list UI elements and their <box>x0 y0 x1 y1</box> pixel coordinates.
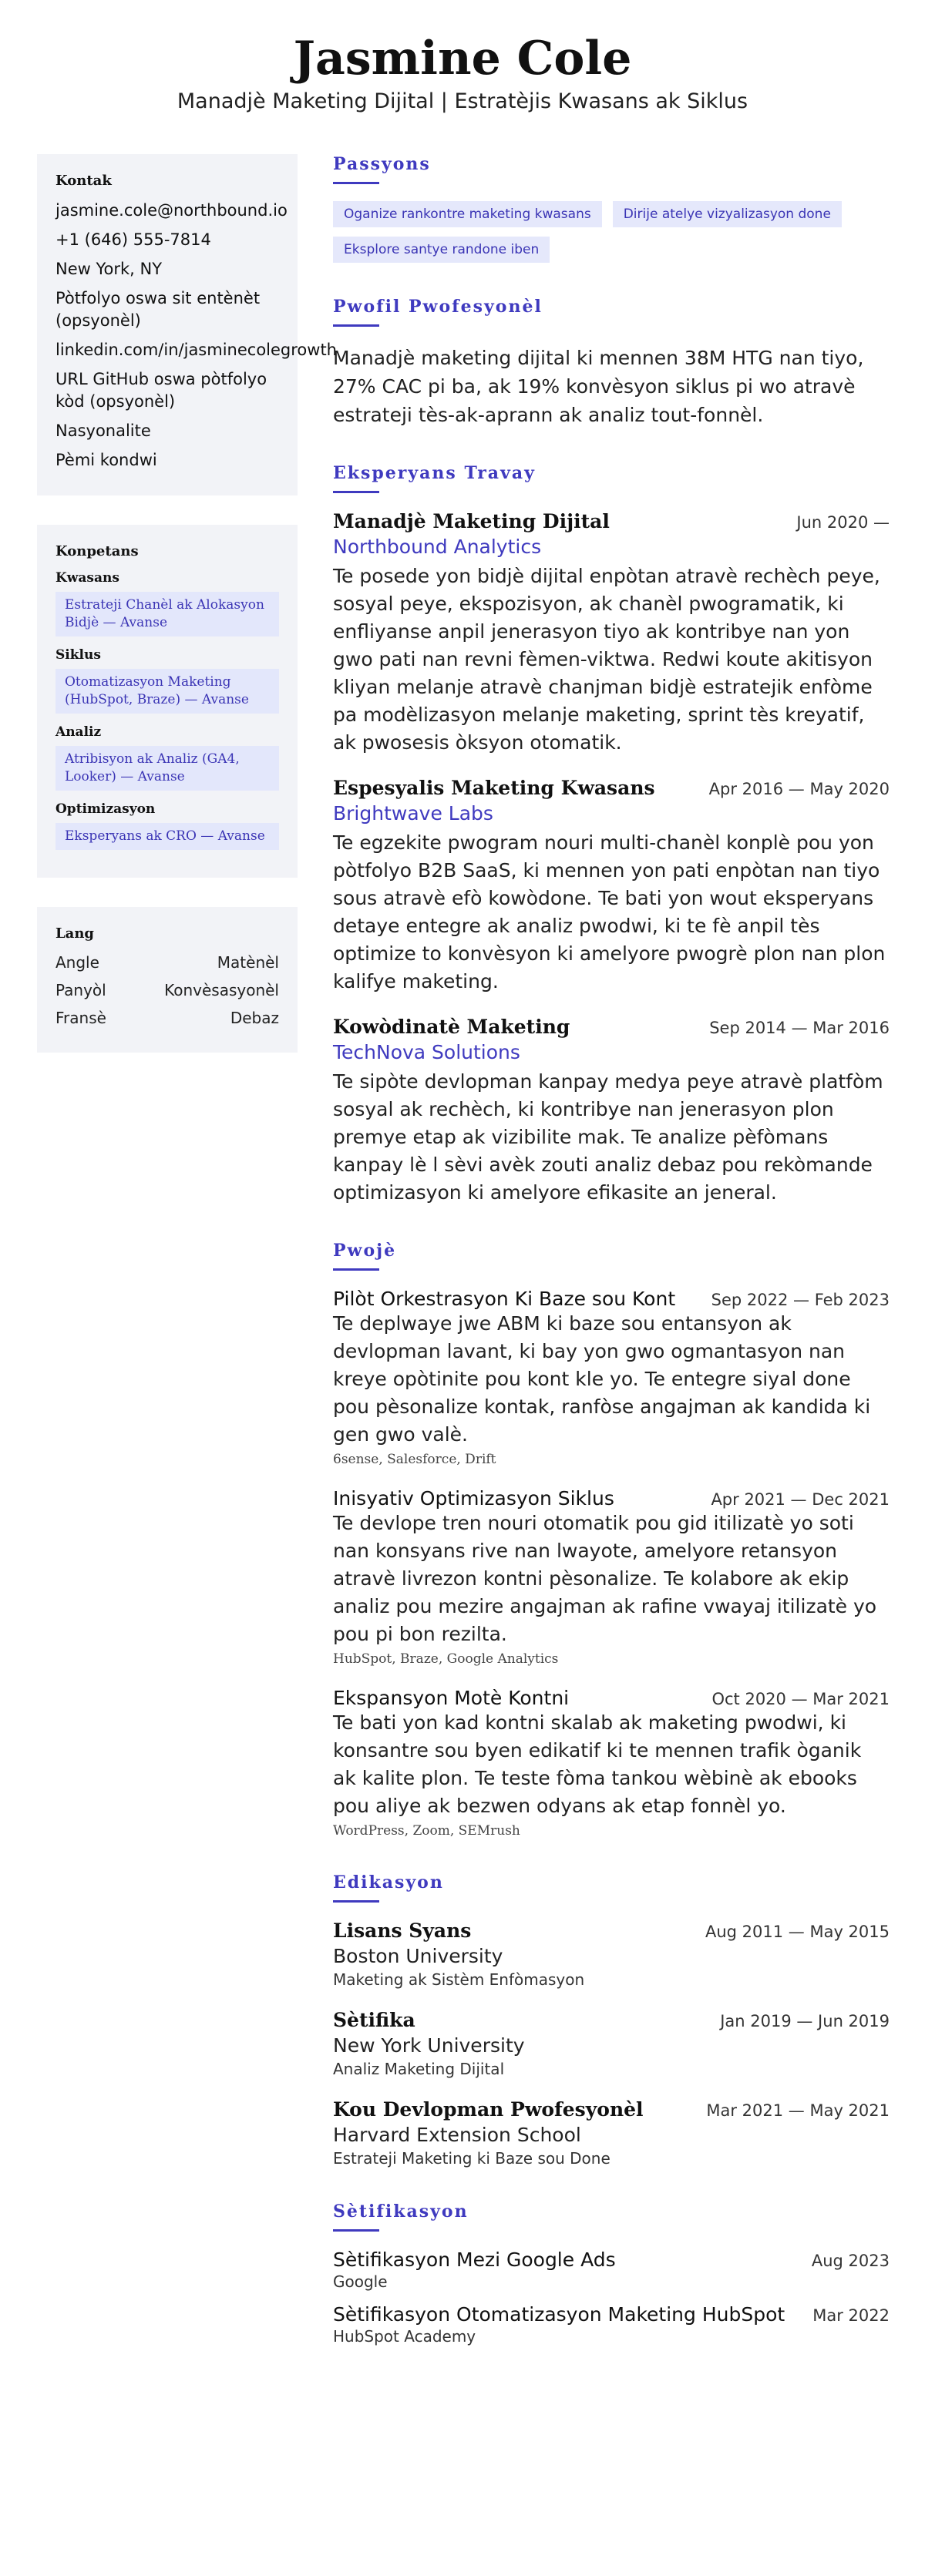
job-dates: Sep 2014 — Mar 2016 <box>709 1019 890 1037</box>
contact-title: Kontak <box>56 173 112 189</box>
language-name: Panyòl <box>56 981 106 999</box>
certification-name: Sètifikasyon Otomatizasyon Maketing HubSpot <box>333 2303 785 2326</box>
job-description: Te sipòte devlopman kanpay medya peye atravè platfòm sosyal ak rechèch, ki kontribye nan jenerasyon plon premye etap ak vizibilite mak. Te analize pèfòmans kanpay lè l sèvi avèk zouti analiz debaz pou rekòmande optimizasyon ki amelyore efikasite an jeneral. <box>333 1070 883 1204</box>
degree-name: Kou Devlopman Pwofesyonèl <box>333 2098 644 2121</box>
skill-group <box>56 570 279 636</box>
contact-portfolio: Pòtfolyo oswa sit entènèt (opsyonèl) <box>56 289 261 330</box>
passion-tag: Eksplore santye randone iben <box>333 237 550 263</box>
certification-name: Sètifikasyon Mezi Google Ads <box>333 2249 616 2271</box>
passion-tags <box>333 201 890 263</box>
field-of-study: Analiz Maketing Dijital <box>333 2060 505 2078</box>
experience-entry <box>333 1016 890 1207</box>
passion-tag: Oganize rankontre maketing kwasans <box>333 201 602 227</box>
education-entry <box>333 1919 890 1989</box>
certifications-section <box>333 2202 890 2346</box>
sidebar <box>37 154 337 1082</box>
project-tech: WordPress, Zoom, SEMrush <box>333 1823 520 1839</box>
contact-github: URL GitHub oswa pòtfolyo kòd (opsyonèl) <box>56 370 267 411</box>
section-divider <box>333 324 379 327</box>
education-entry <box>333 2009 890 2078</box>
field-of-study: Maketing ak Sistèm Enfòmasyon <box>333 1970 585 1989</box>
job-dates: Jun 2020 — <box>796 513 890 532</box>
project-entry <box>333 1487 890 1667</box>
job-dates: Apr 2016 — May 2020 <box>708 780 890 798</box>
profile-title: Pwofil Pwofesyonèl <box>333 297 543 317</box>
job-title: Espesyalis Maketing Kwasans <box>333 777 655 799</box>
candidate-name: Jasmine Cole <box>293 32 632 86</box>
project-dates: Apr 2021 — Dec 2021 <box>711 1490 890 1509</box>
section-divider <box>333 1268 379 1271</box>
company-name: Northbound Analytics <box>333 536 542 558</box>
contact-email[interactable]: jasmine.cole@northbound.io <box>56 201 288 220</box>
field-of-study: Estrateji Maketing ki Baze sou Done <box>333 2149 610 2168</box>
project-description: Te bati yon kad kontni skalab ak maketing pwodwi, ki konsantre sou byen edikatif ki te mennen trafik òganik ak kalite plon. Te teste fòma tankou wèbinè ak ebooks pou aliye ak bezwen odyans ak etap fonnèl yo. <box>333 1711 862 1817</box>
project-dates: Oct 2020 — Mar 2021 <box>711 1690 890 1708</box>
passions-title: Passyons <box>333 154 431 174</box>
skill-category: Siklus <box>56 647 101 663</box>
skill-item: Estrateji Chanèl ak Alokasyon Bidjè — Avanse <box>56 592 279 636</box>
skill-category: Optimizasyon <box>56 801 156 817</box>
skill-item: Otomatizasyon Maketing (HubSpot, Braze) — Avanse <box>56 669 279 714</box>
language-row <box>56 980 279 1000</box>
profile-summary: Manadjè maketing dijital ki mennen 38M HTG nan tiyo, 27% CAC pi ba, ak 19% konvèsyon siklus pi wo atravè estrateji tès-ak-aprann ak analiz tout-fonnèl. <box>333 347 864 426</box>
project-description: Te devlope tren nouri otomatik pou gid itilizatè yo soti nan konsyans rive nan lwayote, amelyore retansyon atravè livrezon kontni pèsonalize. Te kolabore ak ekip analiz pou mezire angajman ak rafine vwayaj itilizatè yo pou pi bon rezilta. <box>333 1512 877 1645</box>
language-name: Angle <box>56 953 99 972</box>
language-name: Fransè <box>56 1009 106 1027</box>
certification-issuer: Google <box>333 2272 388 2291</box>
project-entry <box>333 1288 890 1467</box>
certification-date: Mar 2022 <box>812 2306 890 2325</box>
project-tech: HubSpot, Braze, Google Analytics <box>333 1651 559 1667</box>
company-name: TechNova Solutions <box>333 1041 520 1063</box>
language-row <box>56 1008 279 1028</box>
experience-title: Eksperyans Travay <box>333 463 536 483</box>
languages-box <box>37 907 298 1053</box>
skills-box <box>37 525 298 878</box>
contact-nationality: Nasyonalite <box>56 421 151 440</box>
skill-group <box>56 801 279 850</box>
language-row <box>56 952 279 972</box>
education-dates: Jan 2019 — Jun 2019 <box>720 2012 890 2030</box>
certification-entry <box>333 2303 890 2346</box>
candidate-headline: Manadjè Maketing Dijital | Estratèjis Kwasans ak Siklus <box>177 89 748 113</box>
profile-section <box>333 297 890 429</box>
contact-box <box>37 154 337 495</box>
certification-date: Aug 2023 <box>811 2252 890 2270</box>
contact-linkedin[interactable]: linkedin.com/in/jasminecolegrowth <box>56 341 337 359</box>
skill-category: Analiz <box>56 724 102 740</box>
contact-phone[interactable]: +1 (646) 555-7814 <box>56 230 211 249</box>
degree-name: Lisans Syans <box>333 1919 472 1942</box>
section-divider <box>333 1900 379 1903</box>
section-divider <box>333 2229 379 2232</box>
school-name: Harvard Extension School <box>333 2124 581 2146</box>
job-description: Te egzekite pwogram nouri multi-chanèl konplè pou yon pòtfolyo B2B SaaS, ki mennen yon pati enpòtan nan tiyo sous atravè efò kowòdone. Te bati yon wout eksperyans detaye entegre ak analiz pwodwi, ki te fè anpil tès optimize to konvèsyon ki amelyore pwogrè plon nan plon kalifye maketing. <box>333 831 886 992</box>
education-entry <box>333 2098 890 2168</box>
company-name: Brightwave Labs <box>333 802 493 825</box>
project-entry <box>333 1687 890 1839</box>
contact-permit: Pèmi kondwi <box>56 451 157 469</box>
job-description: Te posede yon bidjè dijital enpòtan atravè rechèch peye, sosyal peye, ekspozisyon, ak chanèl pwogramatik, ki enfliyanse anpil jenerasyon tiyo ak kontribye nan yon gwo pati nan revni fèmen-viktwa. Redwi koute akitisyon kliyan melanje atravè chanjman bidjè estratejik enfòme pa modèlizasyon melanje maketing, sprint tès kreyatif, ak pwosesis òksyon otomatik. <box>333 565 880 754</box>
resume-header <box>0 0 925 113</box>
skill-item: Atribisyon ak Analiz (GA4, Looker) — Avanse <box>56 746 279 791</box>
school-name: New York University <box>333 2034 525 2057</box>
project-name: Inisyativ Optimizasyon Siklus <box>333 1487 614 1510</box>
project-tech: 6sense, Salesforce, Drift <box>333 1452 496 1467</box>
job-title: Kowòdinatè Maketing <box>333 1016 570 1038</box>
certification-entry <box>333 2249 890 2291</box>
language-level: Konvèsasyonèl <box>164 981 279 999</box>
section-divider <box>333 182 379 184</box>
contact-location: New York, NY <box>56 260 163 278</box>
section-divider <box>333 491 379 493</box>
experience-entry <box>333 777 890 996</box>
project-name: Ekspansyon Motè Kontni <box>333 1687 570 1709</box>
certification-issuer: HubSpot Academy <box>333 2327 476 2346</box>
project-description: Te deplwaye jwe ABM ki baze sou entansyon ak devlopman lavant, ki bay yon gwo ogmantasyon nan kreye opòtinite pou kont kle yo. Te entegre siyal done pou pèsonalize kontak, ranfòse angajman ak kandida ki gen gwo valè. <box>333 1312 871 1446</box>
skill-item: Eksperyans ak CRO — Avanse <box>56 823 279 850</box>
school-name: Boston University <box>333 1945 503 1967</box>
language-level: Debaz <box>230 1009 279 1027</box>
skill-group <box>56 647 279 714</box>
passions-section <box>333 154 890 263</box>
language-level: Matènèl <box>217 953 279 972</box>
project-dates: Sep 2022 — Feb 2023 <box>711 1291 890 1309</box>
skills-title: Konpetans <box>56 543 139 559</box>
projects-title: Pwojè <box>333 1241 397 1261</box>
projects-section <box>333 1241 890 1839</box>
certifications-title: Sètifikasyon <box>333 2202 469 2222</box>
experience-section <box>333 463 890 1207</box>
education-dates: Mar 2021 — May 2021 <box>706 2101 890 2120</box>
job-title: Manadjè Maketing Dijital <box>333 510 610 532</box>
education-title: Edikasyon <box>333 1872 444 1893</box>
passion-tag: Dirije atelye vizyalizasyon done <box>613 201 842 227</box>
skill-category: Kwasans <box>56 570 119 586</box>
languages-title: Lang <box>56 925 94 942</box>
main-content <box>333 154 890 2380</box>
skill-group <box>56 724 279 791</box>
education-section <box>333 1872 890 2168</box>
education-dates: Aug 2011 — May 2015 <box>705 1923 890 1941</box>
experience-entry <box>333 510 890 757</box>
degree-name: Sètifika <box>333 2009 415 2031</box>
project-name: Pilòt Orkestrasyon Ki Baze sou Kont <box>333 1288 676 1310</box>
